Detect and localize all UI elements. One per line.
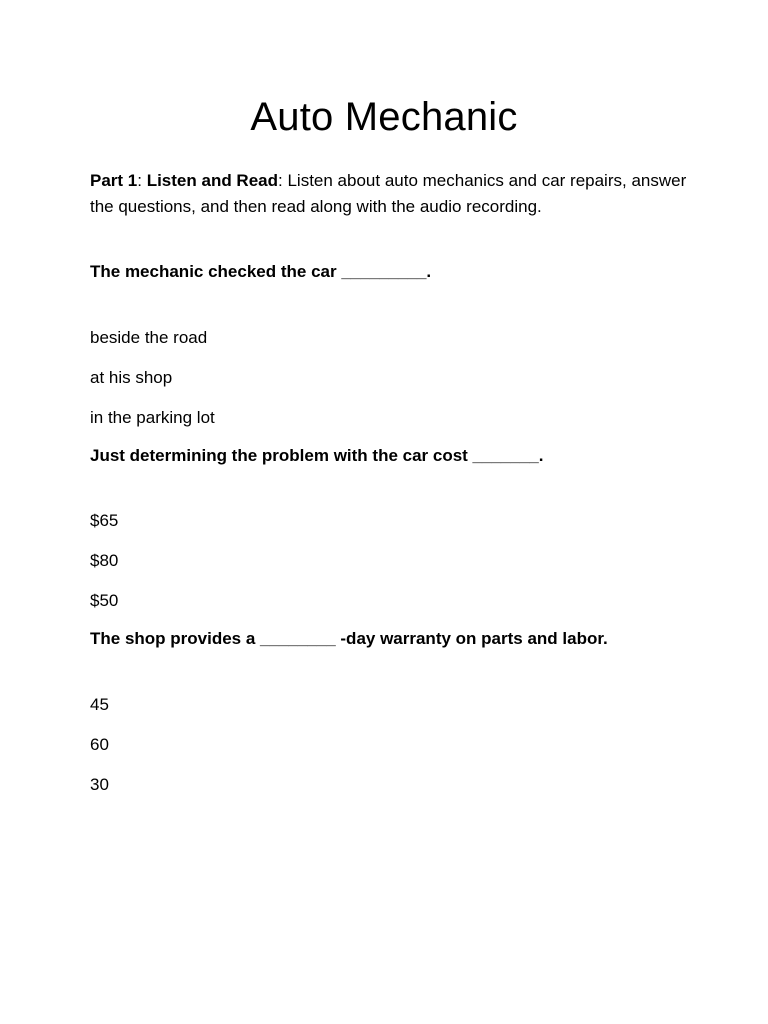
page-title: Auto Mechanic: [250, 95, 518, 139]
question-2-option-1[interactable]: $65: [90, 511, 119, 530]
question-2-option-2[interactable]: $80: [90, 551, 119, 570]
question-3-option-1[interactable]: 45: [90, 695, 109, 714]
part-label: Part 1: [90, 171, 138, 190]
instructions-text: : Listen about auto mechanics and car repairs, answer the questions, and then read along with the audio recording.: [90, 171, 687, 216]
section-label: Listen and Read: [146, 171, 279, 190]
question-1-prompt: The mechanic checked the car _________.: [90, 262, 432, 281]
question-3-option-2[interactable]: 60: [90, 735, 109, 754]
question-1-option-1[interactable]: beside the road: [90, 328, 208, 347]
question-3-option-3[interactable]: 30: [90, 775, 109, 794]
question-2-prompt: Just determining the problem with the car cost _______.: [90, 446, 544, 465]
question-1-option-2[interactable]: at his shop: [90, 368, 173, 387]
part-separator: :: [137, 171, 147, 190]
instructions-paragraph: [90, 168, 690, 220]
question-3-prompt: The shop provides a ________ -day warranty on parts and labor.: [90, 629, 608, 648]
question-1-option-3[interactable]: in the parking lot: [90, 408, 215, 427]
question-2-option-3[interactable]: $50: [90, 591, 119, 610]
